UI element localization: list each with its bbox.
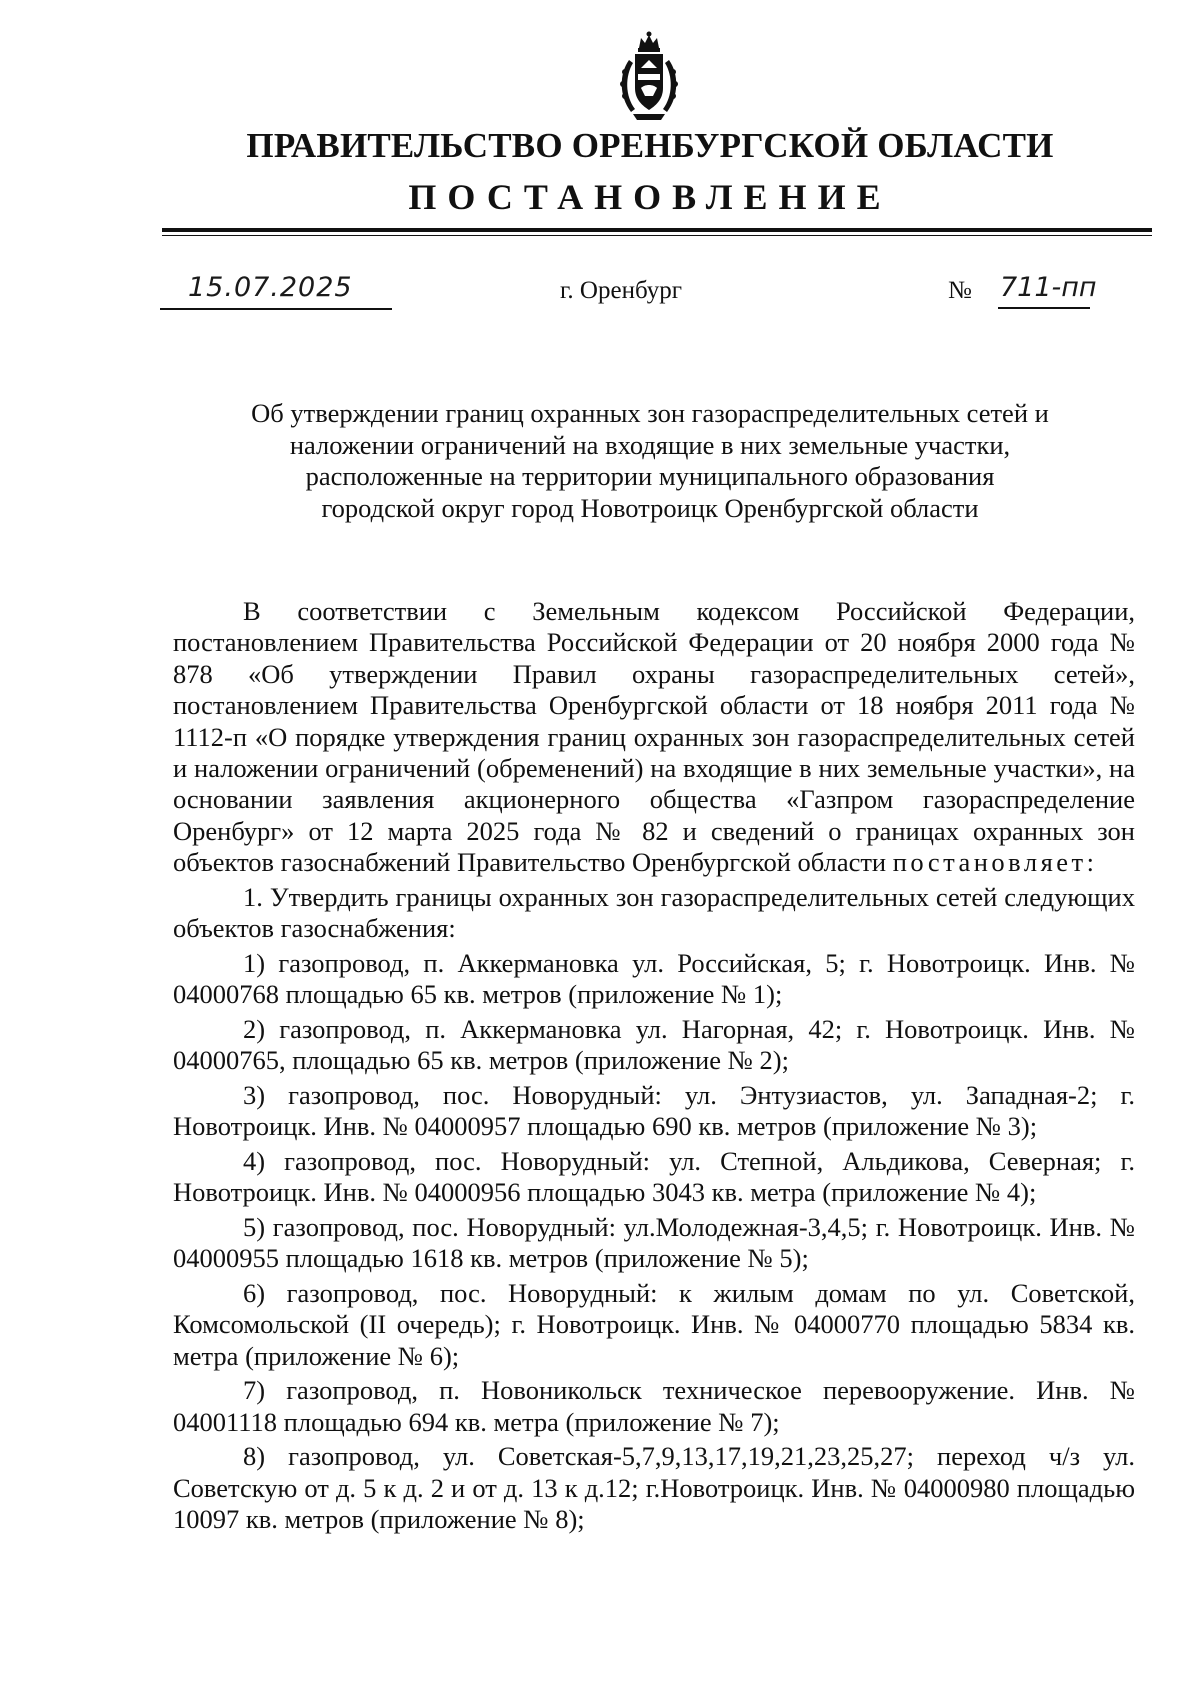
preamble-paragraph: [173, 596, 1135, 879]
subject-line: расположенные на территории муниципального образования: [305, 461, 995, 491]
subject-line: городской округ город Новотроицк Оренбургской области: [321, 492, 979, 523]
subitem-paragraph: 7) газопровод, п. Новоникольск техническое перевооружение. Инв. № 04001118 площадью 694 кв. метра (приложение № 7);: [173, 1375, 1135, 1437]
government-title: ПРАВИТЕЛЬСТВО ОРЕНБУРГСКОЙ ОБЛАСТИ: [246, 126, 1054, 165]
document-city: г. Оренбург: [560, 277, 682, 304]
item-1-paragraph: 1. Утвердить границы охранных зон газораспределительных сетей следующих объектов газоснабжения:: [173, 881, 1135, 944]
resolves-word: постановляет:: [892, 847, 1098, 878]
document-date: 15.07.2025: [188, 272, 353, 303]
header-rule-thin: [162, 235, 1152, 236]
document-type-title: ПОСТАНОВЛЕНИЕ: [408, 177, 892, 217]
subject-line: наложении ограничений на входящие в них земельные участки,: [289, 429, 1011, 460]
subitem-paragraph: 2) газопровод, п. Аккермановка ул. Нагорная, 42; г. Новотроицк. Инв. № 04000765, площадью 65 кв. метров (приложение № 2);: [173, 1013, 1135, 1076]
subitem-paragraph: 5) газопровод, пос. Новорудный: ул.Молодежная-3,4,5; г. Новотроицк. Инв. № 04000955 площадью 1618 кв. метров (приложение № 5);: [173, 1211, 1135, 1274]
document-body: [173, 596, 1135, 1539]
document-date-field: [160, 272, 392, 312]
subitem-paragraph: 4) газопровод, пос. Новорудный: ул. Степной, Альдикова, Северная; г. Новотроицк. Инв. № 04000956 площадью 3043 кв. метра (приложение № 4);: [173, 1145, 1135, 1208]
subject-line: Об утверждении границ охранных зон газораспределительных сетей и: [251, 398, 1049, 428]
number-sign: №: [948, 277, 972, 304]
coat-of-arms-emblem: [615, 30, 683, 122]
subitem-paragraph: 3) газопровод, пос. Новорудный: ул. Энтузиастов, ул. Западная-2; г. Новотроицк. Инв. № 04000957 площадью 690 кв. метров (приложение № 3);: [173, 1079, 1135, 1142]
document-subject: [170, 398, 1130, 524]
subitem-paragraph: 6) газопровод, пос. Новорудный: к жилым домам по ул. Советской, Комсомольской (II очередь); г. Новотроицк. Инв. № 04000770 площадью 5834 кв. метра (приложение № 6);: [173, 1277, 1135, 1371]
document-number-field: [948, 272, 1148, 312]
preamble-text: В соответствии с Земельным кодексом Российской Федерации, постановлением Правительства Российской Федерации от 20 ноября 2000 года № 878 «Об утверждении Правил охраны газораспределительных сетей», постановлением Правительства Оренбургской области от 18 ноября 2011 года № 1112-п «О порядке утверждения границ охранных зон газораспределительных сетей и наложении ограничений (обременений) на входящие в них земельные участки», на основании заявления акционерного общества «Газпром газораспределение Оренбург» от 12 марта 2025 года № 82 и сведений о границах охранных зон объектов газоснабжений Правительство Оренбургской области: [173, 596, 1135, 878]
date-underline: [160, 308, 392, 310]
subitem-paragraph: 8) газопровод, ул. Советская-5,7,9,13,17,19,21,23,25,27; переход ч/з ул. Советскую от д. 5 к д. 2 и от д. 13 к д.12; г.Новотроицк. Инв. № 04000980 площадью 10097 кв. метров (приложение № 8);: [173, 1441, 1135, 1535]
subitem-paragraph: 1) газопровод, п. Аккермановка ул. Российская, 5; г. Новотроицк. Инв. № 04000768 площадью 65 кв. метров (приложение № 1);: [173, 947, 1135, 1010]
number-underline: [998, 307, 1090, 309]
document-number: 711-пп: [1000, 272, 1097, 303]
header-rule-thick: [162, 228, 1152, 232]
